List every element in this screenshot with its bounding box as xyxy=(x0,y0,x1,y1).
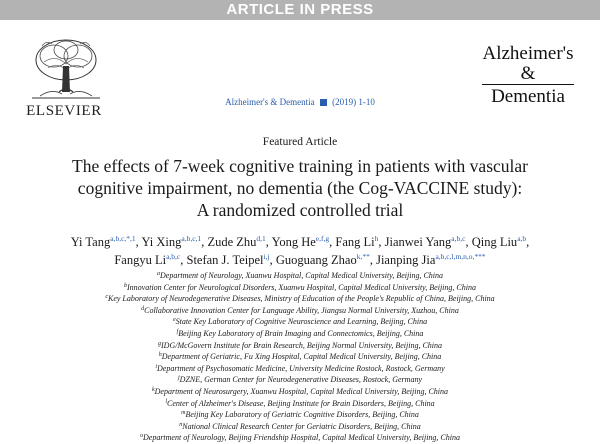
affiliation xyxy=(0,409,600,421)
author[interactable] xyxy=(207,235,265,249)
author-affiliation-marks[interactable]: a,b xyxy=(517,234,527,243)
affiliation xyxy=(0,305,600,317)
affiliation-mark: d xyxy=(141,305,145,312)
author[interactable] xyxy=(276,253,370,267)
affiliation xyxy=(0,328,600,340)
affiliation-text: DZNE, German Center for Neurodegenerative Diseases, Rostock, Germany xyxy=(179,375,422,385)
article-type: Featured Article xyxy=(262,136,338,148)
article-title xyxy=(40,155,560,221)
author-affiliation-marks[interactable]: a,b,c xyxy=(166,252,181,261)
author[interactable] xyxy=(272,235,330,249)
citation-details: (2019) 1-10 xyxy=(332,97,375,107)
journal-logo-line3: Dementia xyxy=(491,86,565,107)
affiliation-text: IDG/McGovern Institute for Brain Research, Beijing Normal University, Beijing, China xyxy=(161,340,442,350)
author[interactable] xyxy=(187,253,270,267)
affiliation-text: State Key Laboratory of Cognitive Neuroscience and Learning, Beijing, China xyxy=(175,317,428,327)
author-name[interactable]: Zude Zhu xyxy=(207,235,257,249)
affiliation-mark: f xyxy=(176,328,179,335)
affiliation-text: Department of Psychosomatic Medicine, University Medicine Rostock, Rostock, Germany xyxy=(156,363,445,373)
author-affiliation-marks[interactable]: h xyxy=(374,234,379,243)
journal-logo-ampersand: & xyxy=(520,63,536,84)
affiliation-text: Department of Neurology, Xuanwu Hospital, Capital Medical University, Beijing, China xyxy=(159,271,443,280)
journal-logo-line1: Alzheimer's xyxy=(482,43,574,64)
author[interactable] xyxy=(472,235,526,249)
author[interactable] xyxy=(114,253,180,267)
affiliation-text: Beijing Key Laboratory of Brain Imaging and Connectomics, Beijing, China xyxy=(178,328,424,338)
title-line: cognitive impairment, no dementia (the Cog-VACCINE study): xyxy=(77,178,523,198)
affiliation-mark: l xyxy=(165,398,167,405)
affiliation-mark: m xyxy=(181,410,186,417)
author-affiliation-marks[interactable]: e,f,g xyxy=(315,234,330,243)
affiliation-text: National Clinical Research Center for Geriatric Disorders, Beijing, China xyxy=(182,421,421,431)
affiliation-text: Department of Geriatric, Fu Xing Hospital, Capital Medical University, Beijing, China xyxy=(161,352,442,362)
title-line: A randomized controlled trial xyxy=(196,200,404,220)
square-icon xyxy=(320,99,327,106)
author-line: Fangyu Li$^{a,b,c}$, Stefan J. Teipel$^{i,j}$, Guoguang Zhao$^{k,**}$, Jianping Jia$^{a,b,c,l,m,n,o,***}$ xyxy=(114,252,486,267)
affiliation-text: Department of Neurology, Beijing Friendship Hospital, Capital Medical University, Beijing, China xyxy=(142,433,460,443)
author-name[interactable]: Jianping Jia xyxy=(376,253,436,267)
author-affiliation-marks[interactable]: i,j xyxy=(263,252,270,261)
affiliation xyxy=(0,270,600,282)
affiliation-text: Innovation Center for Neurological Disorders, Xuanwu Hospital, Capital Medical University, Beijing, China xyxy=(127,282,476,292)
author-name[interactable]: Yong He xyxy=(271,235,316,249)
affiliation-text: Department of Neurosurgery, Xuanwu Hospital, Capital Medical University, Beijing, China xyxy=(154,386,449,396)
affiliation xyxy=(0,432,600,444)
affiliation xyxy=(0,363,600,375)
author-name[interactable]: Jianwei Yang xyxy=(384,235,452,249)
author[interactable] xyxy=(376,253,486,267)
affiliation xyxy=(0,398,600,410)
journal-logo-rule xyxy=(482,84,574,85)
author-name[interactable]: Fangyu Li xyxy=(114,253,167,267)
affiliation xyxy=(0,293,600,305)
citation-journal[interactable]: Alzheimer's & Dementia xyxy=(225,97,315,107)
author-affiliation-marks[interactable]: k,** xyxy=(356,252,370,261)
author-name[interactable]: Stefan J. Teipel xyxy=(186,253,264,267)
affiliation xyxy=(0,351,600,363)
affiliation-mark: k xyxy=(151,386,155,393)
affiliation-text: Key Laboratory of Neurodegenerative Diseases, Ministry of Education of the People's Republic of China, Beijing, China xyxy=(107,294,495,304)
article-in-press-banner: ARTICLE IN PRESS xyxy=(0,0,600,20)
author[interactable] xyxy=(71,235,136,249)
author-name[interactable]: Fang Li xyxy=(335,235,375,249)
author-name[interactable]: Yi Tang xyxy=(70,235,111,249)
affiliation-text: Center of Alzheimer's Disease, Beijing Institute for Brain Disorders, Beijing, China xyxy=(166,398,435,408)
author-line: Yi Tang$^{a,b,c,*,1}$, Yi Xing$^{a,b,c,1}$, Zude Zhu$^{d,1}$, Yong He$^{e,f,g}$, Fang Li$^h$, Jianwei Yang$^{a,b,c}$, Qing Liu$^{a,b}$, xyxy=(70,234,530,249)
affiliation-mark: i xyxy=(155,363,157,370)
author-affiliation-marks[interactable]: a,b,c xyxy=(451,234,466,243)
affiliation-mark: o xyxy=(139,433,143,440)
affiliation-mark: a xyxy=(156,271,160,277)
affiliation xyxy=(0,340,600,352)
author-name[interactable]: Qing Liu xyxy=(471,235,518,249)
author-affiliation-marks[interactable]: a,b,c,*,1 xyxy=(110,234,136,243)
author[interactable] xyxy=(335,235,378,249)
author-affiliation-marks[interactable]: a,b,c,1 xyxy=(181,234,202,243)
author-name[interactable]: Guoguang Zhao xyxy=(275,253,357,267)
author[interactable] xyxy=(385,235,466,249)
title-line: The effects of 7-week cognitive training in patients with vascular xyxy=(72,156,528,176)
affiliation-text: Collaborative Innovation Center for Language Ability, Jiangsu Normal University, Xuzhou, China xyxy=(144,305,459,315)
affiliation-list xyxy=(0,270,600,444)
affiliation xyxy=(0,374,600,386)
affiliation-mark: c xyxy=(105,294,108,301)
affiliation-mark: e xyxy=(172,317,176,324)
publisher-name: ELSEVIER xyxy=(26,103,102,119)
affiliation xyxy=(0,282,600,294)
author-name[interactable]: Yi Xing xyxy=(141,235,182,249)
author-list xyxy=(0,233,600,269)
author-affiliation-marks[interactable]: a,b,c,l,m,n,o,*** xyxy=(435,252,486,261)
affiliation-mark: b xyxy=(124,282,128,289)
affiliation-mark: h xyxy=(158,352,162,359)
author[interactable] xyxy=(141,235,201,249)
affiliation-mark: g xyxy=(158,340,161,347)
affiliation xyxy=(0,386,600,398)
affiliation xyxy=(0,316,600,328)
journal-citation[interactable] xyxy=(0,97,600,107)
author-affiliation-marks[interactable]: d,1 xyxy=(256,234,266,243)
affiliation-text: Beijing Key Laboratory of Geriatric Cognitive Disorders, Beijing, China xyxy=(185,410,419,420)
affiliation xyxy=(0,421,600,433)
affiliation-mark: n xyxy=(179,421,183,428)
affiliation-mark: j xyxy=(178,375,180,382)
